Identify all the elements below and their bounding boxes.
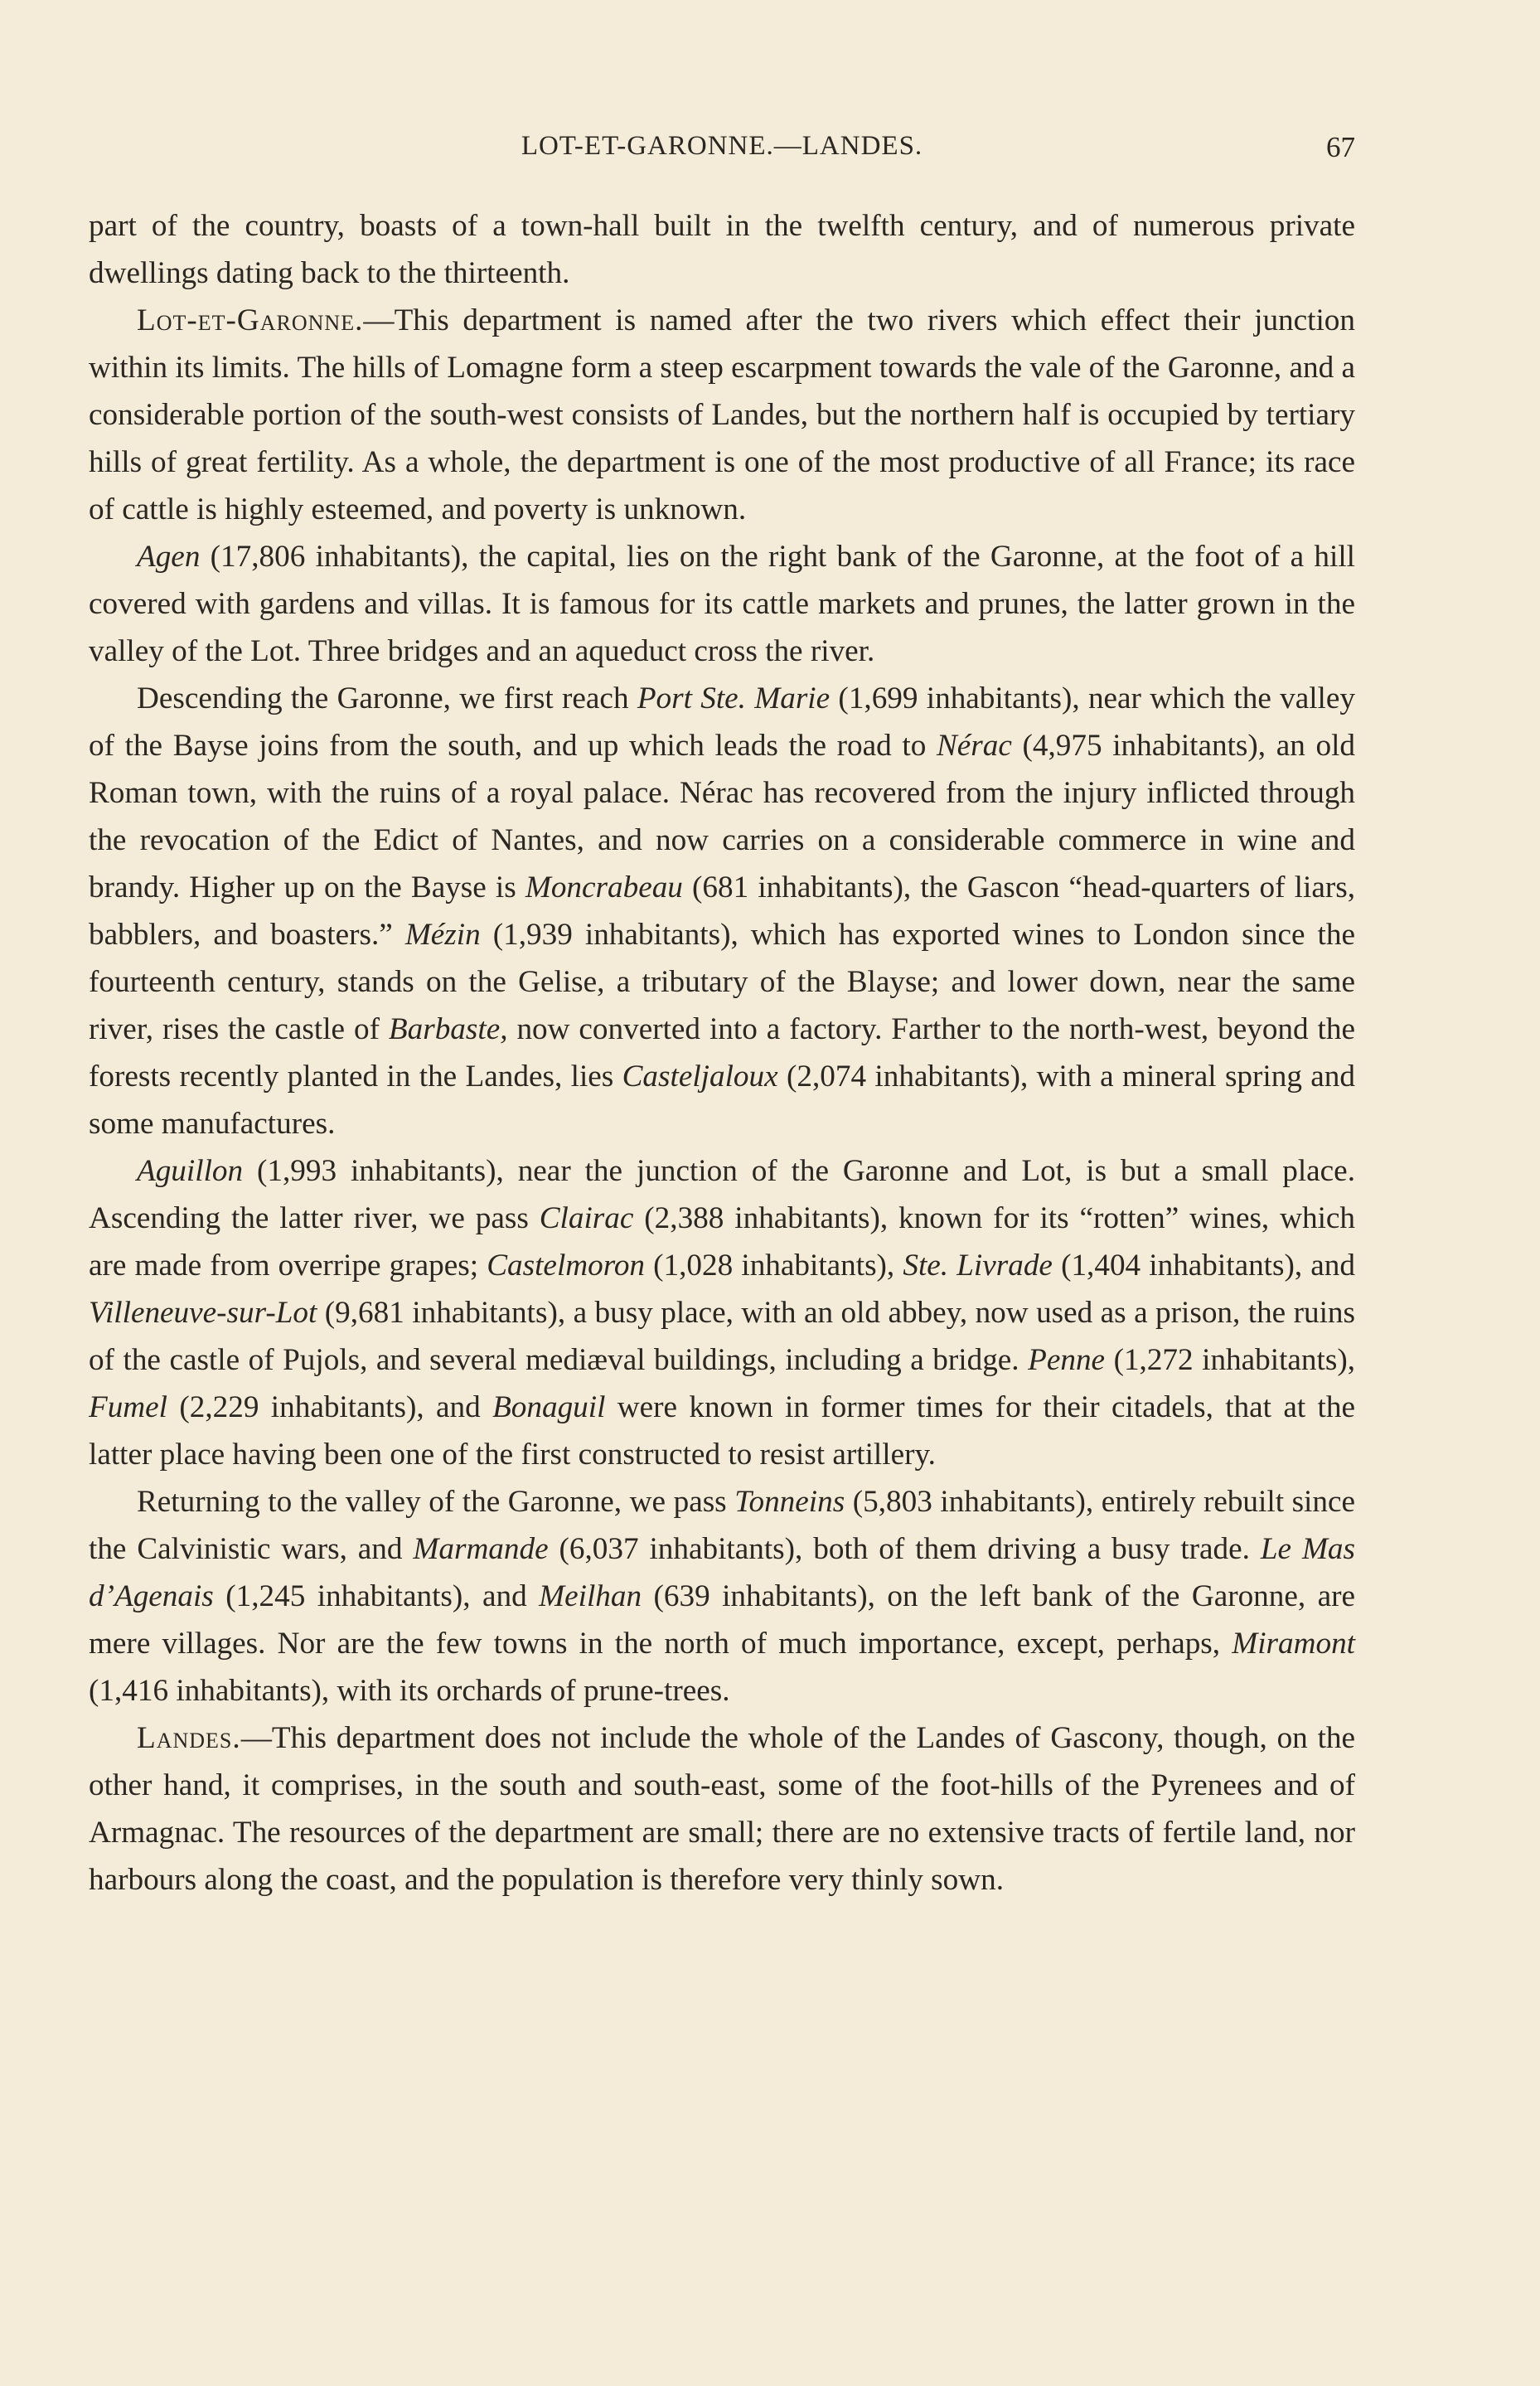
text-run: now converted into a factory. Farther to the north-west, beyond the forests recently planted in the Landes, lies (89, 1012, 1355, 1094)
text-run: (1,404 inhabitants), and (1052, 1249, 1355, 1283)
text-run: (17,806 inhabitants), the capital, lies on the right bank of the Garonne, at the foot of a hill covered with gardens and villas. It is famous for its cattle markets and prunes, the latter grown in the valley of the Lot. Three bridges and an aqueduct cross the river. (89, 540, 1355, 668)
text-run: (6,037 inhabitants), both of them driving a busy trade. (548, 1532, 1261, 1566)
place-name: Bonaguil (492, 1390, 606, 1424)
text-run: (5,803 inhabitants), entirely rebuilt since the Calvinistic wars, and (89, 1485, 1355, 1566)
place-name: Clairac (539, 1201, 634, 1235)
place-name: Mézin (404, 918, 481, 952)
text-run: —This department does not include the whole of the Landes of Gascony, though, on the other hand, it comprises, in the south and south-east, some of the foot-hills of the Pyrenees and of Armagnac. The resources of the department are small; there are no extensive tracts of fertile land, nor harbours along the coast, and the population is therefore very thinly sown. (89, 1721, 1355, 1897)
text-run: Descending the Garonne, we first reach (137, 681, 637, 715)
place-name: Nérac (936, 729, 1012, 763)
text-run: (1,028 inhabitants), (645, 1249, 903, 1283)
text-run: (2,229 inhabitants), and (167, 1390, 493, 1424)
place-name: Ste. Livrade (903, 1249, 1053, 1283)
place-name: Marmande (413, 1532, 549, 1566)
paragraph-returning-valley (89, 1478, 1355, 1714)
place-name: Barbaste, (388, 1012, 508, 1046)
text-run: (681 inhabitants), the Gascon “head-quarters of liars, babblers, and boasters.” (89, 871, 1355, 952)
text-run: were known in former times for their citadels, that at the latter place having been one of the first constructed to resist artillery. (89, 1390, 1355, 1472)
text-run: (9,681 inhabitants), a busy place, with an old abbey, now used as a prison, the ruins of the castle of Pujols, and several mediæval buildings, including a bridge. (89, 1296, 1355, 1377)
place-name: Villeneuve-sur-Lot (89, 1296, 317, 1330)
place-name: Castelmoron (487, 1249, 646, 1283)
text-run: (1,416 inhabitants), with its orchards of prune-trees. (89, 1674, 730, 1708)
text-run: (639 inhabitants), on the left bank of the Garonne, are mere villages. Nor are the few towns in the north of much importance, except, perhaps, (89, 1579, 1355, 1661)
text-run: —This department is named after the two rivers which effect their junction within its limits. The hills of Lomagne form a steep escarpment towards the vale of the Garonne, and a considerable portion of the south-west consists of Landes, but the northern half is occupied by tertiary hills of great fertility. As a whole, the department is one of the most productive of all France; its race of cattle is highly esteemed, and poverty is unknown. (89, 303, 1355, 526)
place-name: Agen (137, 540, 201, 574)
place-name: Penne (1028, 1343, 1106, 1377)
section-heading: Lot-et-Garonne. (137, 303, 364, 337)
paragraph-aguillon (89, 1147, 1355, 1478)
place-name: Le Mas d’Agenais (89, 1532, 1355, 1613)
page-header (89, 131, 1355, 167)
place-name: Casteljaloux (622, 1060, 778, 1094)
text-run: (4,975 inhabitants), an old Roman town, with the ruins of a royal palace. Nérac has recovered from the injury inflicted through the revocation of the Edict of Nantes, and now carries on a considerable commerce in wine and brandy. Higher up on the Bayse is (89, 729, 1355, 904)
paragraph-landes (89, 1714, 1355, 1903)
text-run: (2,388 inhabitants), known for its “rotten” wines, which are made from overripe grapes; (89, 1201, 1356, 1283)
page-number: 67 (1326, 131, 1355, 163)
text-run: (1,272 inhabitants), (1105, 1343, 1355, 1377)
place-name: Miramont (1232, 1627, 1355, 1661)
section-heading: Landes. (137, 1721, 241, 1755)
place-name: Fumel (89, 1390, 168, 1424)
paragraph-agen (89, 533, 1355, 675)
place-name: Moncrabeau (525, 871, 683, 904)
paragraph-continued (89, 202, 1355, 297)
place-name: Meilhan (539, 1579, 642, 1613)
place-name: Aguillon (137, 1154, 244, 1188)
running-title: LOT-ET-GARONNE.—LANDES. (521, 131, 923, 161)
paragraph-descending-garonne (89, 675, 1355, 1147)
paragraph-lot-et-garonne (89, 297, 1355, 533)
body-text (89, 202, 1355, 1903)
text-run: (2,074 inhabitants), with a mineral spring and some manufactures. (89, 1060, 1355, 1141)
place-name: Tonneins (734, 1485, 845, 1519)
text-run: (1,699 inhabitants), near which the valley of the Bayse joins from the south, and up which leads the road to (89, 681, 1355, 763)
text-run: (1,245 inhabitants), and (213, 1579, 540, 1613)
text-run: part of the country, boasts of a town-hall built in the twelfth century, and of numerous private dwellings dating back to the thirteenth. (89, 209, 1355, 290)
text-run: (1,993 inhabitants), near the junction of the Garonne and Lot, is but a small place. Ascending the latter river, we pass (89, 1154, 1355, 1235)
place-name: Port Ste. Marie (637, 681, 831, 715)
text-run: (1,939 inhabitants), which has exported wines to London since the fourteenth century, stands on the Gelise, a tributary of the Blayse; and lower down, near the same river, rises the castle of (89, 918, 1355, 1046)
text-run: Returning to the valley of the Garonne, we pass (137, 1485, 735, 1519)
